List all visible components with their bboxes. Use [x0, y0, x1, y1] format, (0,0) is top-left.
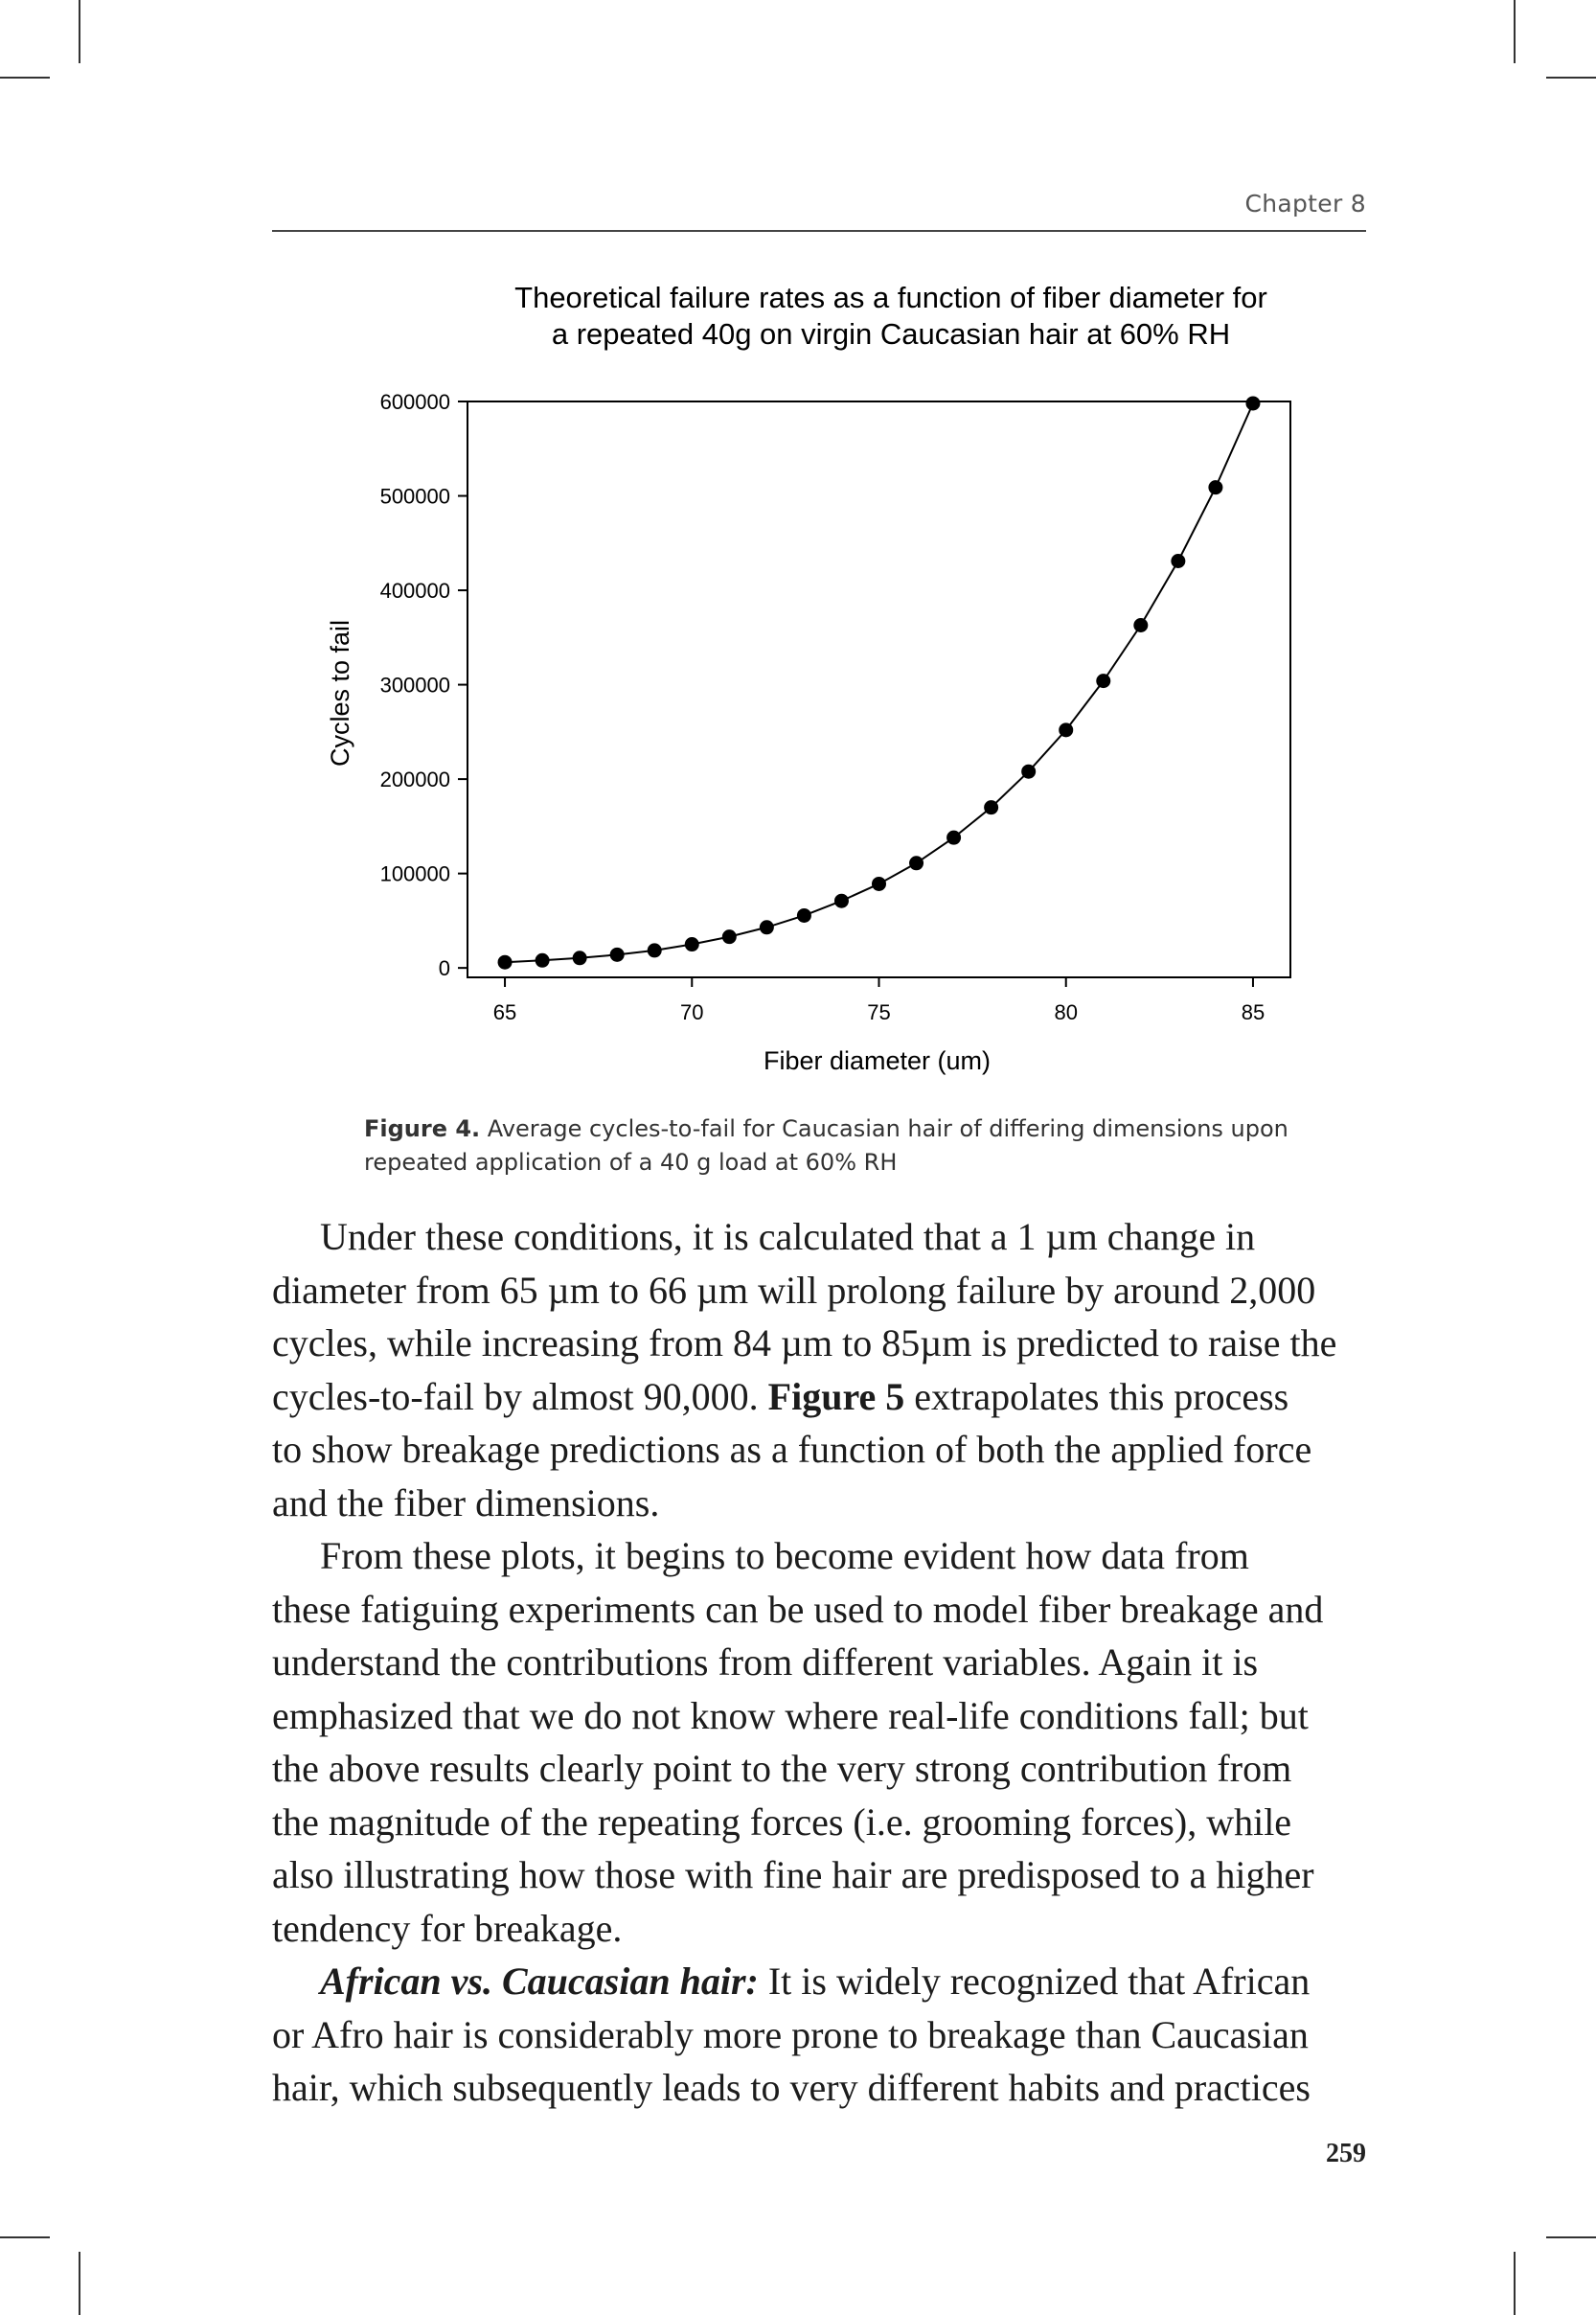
paragraph-1-text: Under these conditions, it is calculated that a 1 µm change in diameter from 65 µm to 66 µm will prolong failure by around 2,000 cycles, while increasing from 84 µm to 85µm is predicted to raise the cycles-to-fail by almost 90,000. — [272, 1215, 1337, 1418]
x-tick-label: 65 — [492, 1000, 517, 1024]
data-point — [1096, 674, 1110, 688]
data-point — [984, 800, 998, 814]
data-point — [722, 929, 737, 944]
x-tick-label: 70 — [680, 1000, 704, 1024]
y-tick-label: 300000 — [379, 673, 450, 698]
data-point — [1208, 480, 1222, 494]
data-point — [1133, 618, 1148, 632]
paragraph-1 — [272, 1210, 1383, 1529]
figure-caption-label: Figure 4. — [364, 1115, 481, 1142]
data-point — [1171, 554, 1185, 568]
x-tick-label: 85 — [1241, 1000, 1265, 1024]
data-point — [946, 831, 961, 845]
data-point — [1245, 396, 1260, 410]
body-text — [272, 1210, 1383, 2115]
crop-mark-bottom-left — [79, 2252, 80, 2315]
crop-mark-bottom-right-h — [1546, 2236, 1596, 2238]
data-point — [1059, 722, 1073, 737]
crop-mark-bottom-left-h — [0, 2236, 50, 2238]
data-point — [610, 948, 625, 962]
data-point — [872, 877, 886, 891]
paragraph-3-lead: African vs. Caucasian hair: — [320, 1960, 759, 2003]
crop-mark-bottom-right — [1514, 2252, 1516, 2315]
figure-caption-text: Average cycles-to-fail for Caucasian hair of differing dimensions upon repeated application of a 40 g load at 60% RH — [364, 1115, 1288, 1176]
paragraph-2-text: From these plots, it begins to become evident how data from these fatiguing experiments can be used to model fiber breakage and understand the contributions from different variables. Again it is emphasized that we do not know where real-life conditions fall; but the above results clearly point to the very strong contribution from the magnitude of the repeating forces (i.e. grooming forces), while also illustrating how those with fine hair are predisposed to a higher tendency for breakage. — [272, 1534, 1324, 1950]
data-point — [760, 920, 774, 934]
figure-caption — [364, 1112, 1332, 1180]
data-point — [573, 951, 587, 965]
data-point — [648, 943, 662, 957]
data-point — [797, 908, 811, 923]
paragraph-3-text: It is widely recognized that African or Afro hair is considerably more prone to breakage than Caucasian hair, which subsequently leads to very different habits and practices — [272, 1960, 1311, 2109]
y-tick-label: 600000 — [379, 390, 450, 414]
data-point — [1021, 765, 1036, 779]
data-point — [536, 953, 550, 968]
y-tick-label: 200000 — [379, 768, 450, 792]
x-tick-label: 80 — [1054, 1000, 1078, 1024]
chart — [0, 0, 1596, 1150]
chart-title-line-2: a repeated 40g on virgin Caucasian hair at 60% RH — [551, 317, 1231, 351]
y-tick-label: 0 — [438, 956, 450, 981]
data-point — [909, 856, 923, 870]
page-number: 259 — [1326, 2139, 1366, 2168]
x-axis-label: Fiber diameter (um) — [763, 1046, 992, 1075]
data-point — [685, 937, 699, 951]
running-head-text: Chapter 8 — [1244, 190, 1366, 218]
paragraph-3 — [272, 1955, 1383, 2115]
data-point — [834, 894, 849, 908]
x-tick-label: 75 — [867, 1000, 891, 1024]
paragraph-2 — [272, 1529, 1383, 1955]
chart-title-line-1: Theoretical failure rates as a function of fiber diameter for — [514, 281, 1267, 314]
y-tick-label: 500000 — [379, 484, 450, 509]
data-point — [498, 955, 513, 970]
y-tick-label: 100000 — [379, 861, 450, 886]
paragraph-1-text-rest: extrapolates this process to show breakage predictions as a function of both the applied force and the fiber dimensions. — [272, 1374, 1312, 1524]
y-tick-label: 400000 — [379, 579, 450, 604]
y-axis-label: Cycles to fail — [326, 619, 354, 768]
figure-5-reference: Figure 5 — [767, 1374, 905, 1418]
